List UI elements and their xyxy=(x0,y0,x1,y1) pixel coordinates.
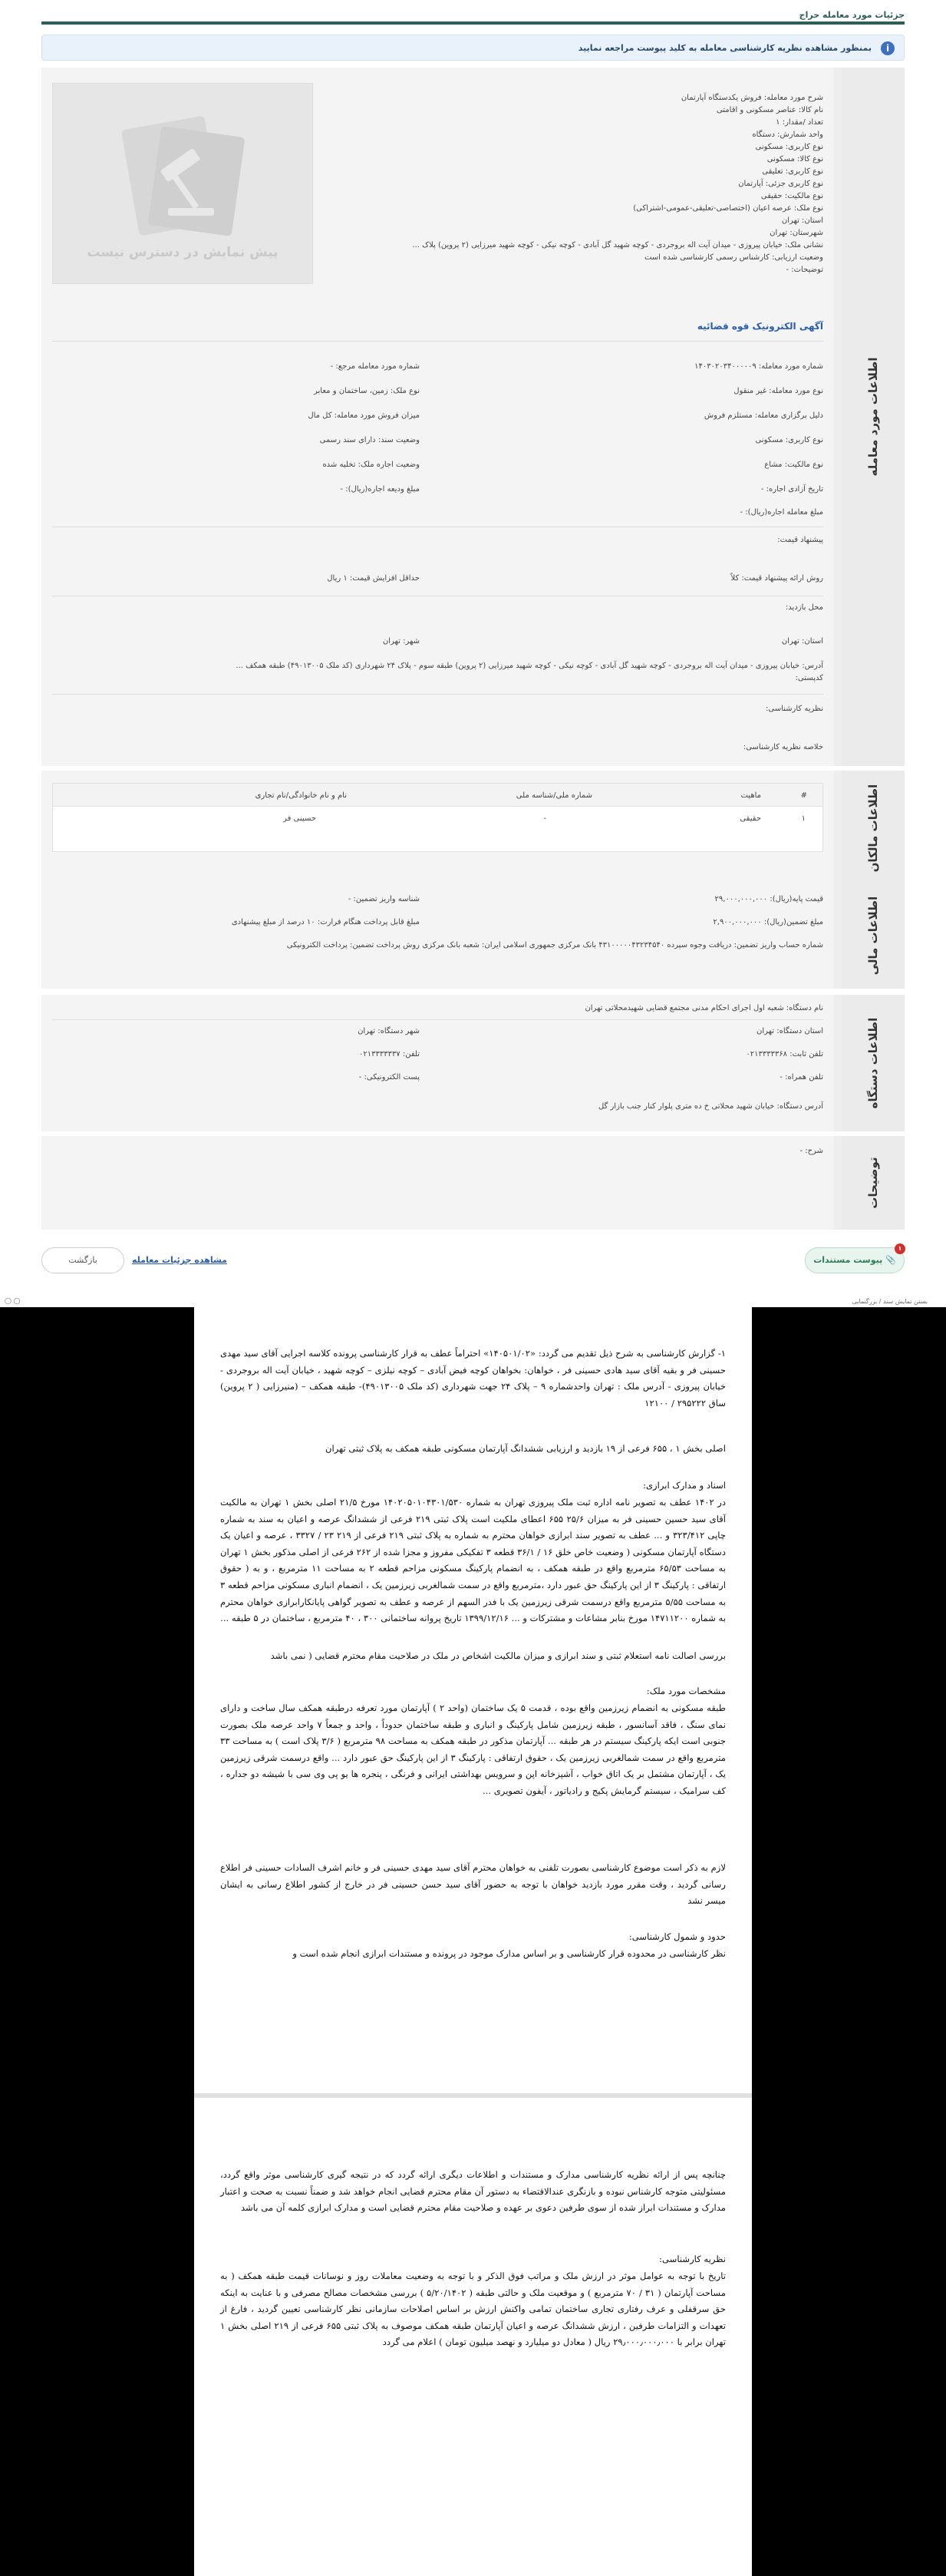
section-label: اطلاعات مورد معامله xyxy=(842,68,905,766)
field: وضعیت اجاره ملک: تخلیه شده xyxy=(322,461,420,469)
field: تاریخ آزادی اجاره: - xyxy=(760,485,823,494)
section-label: اطلاعات مالکان xyxy=(842,771,905,886)
postal-code: کدپستی: xyxy=(795,674,823,682)
view-details-link[interactable]: مشاهده جزئیات معامله xyxy=(132,1255,227,1265)
deposit-account: شماره حساب واریز تضمین: دریافت وجوه سپرده ۴۳۱۰۰۰۰۰۴۳۲۳۴۵۴۰ بانک مرکزی جمهوری اسلامی ایران: شعبه بانک مرکزی xyxy=(422,941,823,949)
divider xyxy=(52,341,823,342)
spec-line: نوع کالا: مسکونی xyxy=(766,155,823,163)
owners-table xyxy=(52,783,823,852)
section-label: اطلاعات دستگاه xyxy=(842,995,905,1131)
deposit-percent: مبلغ قابل پرداخت هنگام فرارت: ۱۰ درصد از مبلغ پیشنهادی xyxy=(231,918,420,926)
doc-paragraph: مشخصات مورد ملک: xyxy=(646,1686,726,1696)
doc-paragraph: نظریه کارشناسی: xyxy=(659,2254,726,2264)
deposit-method: روش پرداخت تضمین: پرداخت الکترونیکی xyxy=(286,941,420,949)
agency-fax: تلفن: ۰۲۱۳۳۳۳۳۳۷ xyxy=(358,1050,420,1058)
image-preview-caption: پیش نمایش در دسترس نیست xyxy=(87,245,279,260)
field: نوع مالکیت: مشاع xyxy=(764,461,823,469)
attachment-notice xyxy=(41,35,905,61)
base-price: قیمت پایه(ریال): ۲۹,۰۰۰,۰۰۰,۰۰۰ xyxy=(714,895,823,903)
image-preview-placeholder xyxy=(52,83,313,284)
spec-line: نشانی ملک: خیابان پیروزی - میدان آیت اله بروجردی - کوچه شهید گل آبادی - کوچه نیکی - کوچه شهید میرزایی (۲ پروین) پلاک ... xyxy=(412,241,823,249)
section-body xyxy=(41,771,834,886)
doc-paragraph: تاریخ با توجه به عوامل موثر در ارزش ملک و مراتب فوق الذکر و با توجه به وضعیت معاملات روز و نوسانات قیمت طبقه همکف ( به مساحت آپارتمان ( ۳۱ / ۷۰ مترمربع ) و موقعیت ملک و حالتی طبقه ( ۵/۲۰/۱۴۰۲ ) بررسی مشخصات مصالح مصرفی و با عنایت به اینکه حق سرقفلی و عرف رفتاری تجاری ساختمان تمامی واکنش ارزش بر اساس اصلاحات سازمانی نظر کارشناسی تعیین گردید ، فارغ از تعهدات و التزامات طرفین ، ارزش ششدانگ عرصه و اعیان آپارتمان طبقه همکف موصوف به پلاک ثبتی ۶۵۵ فرعی از ۲۱۹ اصلی بخش ۱ تهران برابر با ۲۹٫۰۰۰٫۰۰۰٫۰۰۰ ریال ( معادل دو میلیارد و نهصد میلیون تومان ) اعلام می گردد xyxy=(220,2271,726,2348)
visit-city: شهر: تهران xyxy=(382,637,420,646)
field: دلیل برگزاری معامله: مستلزم فروش xyxy=(704,411,823,420)
field: مبلغ معامله اجاره(ریال): - xyxy=(740,508,823,517)
notice-text: بمنظور مشاهده نظریه کارشناسی معامله به کلید پیوست مراجعه نمایید xyxy=(578,43,872,53)
field: مبلغ ودیعه اجاره(ریال): - xyxy=(340,485,420,494)
notes-desc: شرح: - xyxy=(799,1147,823,1155)
paperclip-icon: 📎 xyxy=(885,1255,896,1265)
viewer-toolbar xyxy=(0,1297,946,1306)
zoom-icon[interactable]: ◯ ◯ xyxy=(5,1297,21,1304)
offer-header: پیشنهاد قیمت: xyxy=(777,536,823,544)
attachments-button[interactable]: ۱ 📎 پیوست مستندات xyxy=(805,1247,905,1273)
spec-line: نوع کاربری: تعلیقی xyxy=(762,167,823,176)
agency-address: آدرس دستگاه: خیابان شهید محلاتی خ ده متری پلوار کنار جنب بازار گل xyxy=(598,1102,823,1111)
doc-paragraph: ۱- گزارش کارشناسی به شرح ذیل تقدیم می گردد: «۱۴۰۵۰۱/۰۲» احتراماً عطف به قرار کارشناسی پرونده کلاسه اجرایی آقای سید مهدی حسینی فر و بقیه آقای سید هادی حسینی فر ، خواهان: بخواهان کوچه فیض آبادی – کوچه نیلزی – کوچه شهید ، خیابان آیت اله بروجردی - خیابان پیروزی - آدرس ملک : تهران واحدشماره ۹ – پلاک ۲۴ جهت شهرداری (کد ملک ۴۹۰۱۳۰۰۵)- طبقه همکف – (منیرزایی ( ۲ پروین) ساق ۲۹۵۲۲۲ / ۱۲۱۰۰ xyxy=(220,1348,726,1409)
field: میزان فروش مورد معامله: کل مال xyxy=(308,411,420,420)
deposit-id: شناسه واریز تضمین: - xyxy=(348,895,420,903)
section-label: اطلاعات مالی xyxy=(842,883,905,989)
field: نوع کاربری: مسکونی xyxy=(755,436,823,444)
expert-header: نظریه کارشناسی: xyxy=(766,705,823,713)
field: نوع ملک: زمین، ساختمان و معابر xyxy=(314,387,420,395)
section-owners xyxy=(41,771,905,886)
doc-paragraph: چنانچه پس از ارائه نظریه کارشناسی مدارک و مستندات و اطلاعات دیگری ارائه گردد که در نتیجه گیری کارشناسی موثر واقع گردد، مسئولیتی متوجه کارشناس نبوده و بازنگری عندالاقتضاء به دستور آن مقام محترم قضایی انجام خواهد شد و ضمناً نسبت به صحت و اعتبار مدارک و مستندات ابراز شده از سوی طرفین دعوی بر عهده و صلاحیت مقام محترم قضایی است و مدارک ابرازی کلمه آن می باشد xyxy=(220,2169,726,2214)
section-body xyxy=(41,68,834,766)
field: نوع مورد معامله: غیر منقول xyxy=(733,387,823,395)
divider xyxy=(52,1019,823,1020)
doc-paragraph: حدود و شمول کارشناسی: xyxy=(628,1931,726,1942)
visit-header: محل بازدید: xyxy=(785,603,823,612)
spec-line: نوع ملک: عرصه اعیان (اختصاصی-تعلیقی-عمومی-اشتراکی) xyxy=(633,204,823,213)
spec-line: واحد شمارش: دستگاه xyxy=(752,130,823,139)
section-body xyxy=(41,883,834,989)
doc-paragraph: طبقه مسکونی به انضمام زیرزمین واقع بوده ، قدمت ۵ یک ساختمان (واحد ۲ ) آپارتمان مورد تعرفه درطبقه همکف سال ساخت و دارای نمای سنگ ، فاقد آسانسور ، طبقه زیرزمین شامل پارکینگ و انباری و طبقه ساختمان حدوداً ، واحد و جمعاً ۷ واحد عرصه ملک بصورت جنوبی است ایکه پارکینگ سیستم در هر طبقه ... آپارتمان مذکور در طبقه همکف به مساحت ۹۸ مترمربع ( ۳/۶ پلاک است ) به مساحت ۳۳ مترمربع واقع در سمت شمالغربی زیرزمین یک ، حقوق ارتفاقی : پارکینگ ۳ از این پارکینگ حق عبور دارد ... واقع درسمت شرقی زیرزمین یک ، آپارتمان مشتمل بر یک اتاق خواب ، آشپزخانه اپن و سرویس بهداشتی ایرانی و فرنگی ، پنجره ها یو پی وی سی با شیشه دو جداره ، کف سرامیک ، سیستم گرمایش پکیج و رادیاتور ، آیفون تصویری ... xyxy=(220,1702,726,1796)
document-viewer[interactable] xyxy=(0,1307,946,2576)
agency-name: نام دستگاه: شعبه اول اجرای احکام مدنی مجتمع قضایی شهیدمحلاتی تهران xyxy=(585,1004,823,1012)
spec-line: شهرستان: تهران xyxy=(770,229,823,237)
document-page-2 xyxy=(194,2093,752,2576)
section-body xyxy=(41,995,834,1131)
table-row: ۱ حقیقی - حسینی فر xyxy=(283,814,806,823)
doc-paragraph: اسناد و مدارک ابرازی: xyxy=(643,1480,726,1491)
spec-line: نوع مالکیت: حقیقی xyxy=(760,192,823,200)
deposit-amount: مبلغ تضمین(ریال): ۲,۹۰۰,۰۰۰,۰۰۰ xyxy=(713,918,823,926)
agency-city: شهر دستگاه: تهران xyxy=(358,1027,420,1035)
offer-min: حداقل افزایش قیمت: ۱ ریال xyxy=(327,574,420,583)
section-agency xyxy=(41,995,905,1131)
doc-paragraph: در ۱۴۰۲ عطف به تصویر نامه اداره ثبت ملک پیروزی تهران به شماره ۱۴۰۲۰۵۰۱۰۴۳۰۱/۵۳۰ مورخ ۲۱/۵ اصلی بخش ۱ تهران به مالکیت آقای سید حسین حسینی فر به میزان ۲۵/۶ ۶۵۵ اعطای ملکیت است پلاک ثبتی ۲۱۹ فرعی از ششدانگ عرصه و اعیان به سند به شماره چاپی ۳۲۳/۴۱۲ و ... عطف به تصویر سند ابرازی خواهان محترم به شماره به پلاک ثبتی ۲۱۹ فرعی از ۲۱۹ ۲۳ / ۳۳۲۷ ، عرصه و اعیان یک دستگاه آپارتمان مسکونی ( وضعیت خاص خلق ۱۶ / ۳۶/۱ قطعه ۳ تفکیکی مفروز و مجزا شده از ۲۶۲ فرعی از اصلی مذکور بخش ۱ تهران به مساحت ۶۵/۵۳ مترمربع واقع در طبقه همکف ، به انضمام پارکینگ مسکونی مزاحم قطعه ۲ به مساحت ۱۱ مترمربع ، و به ( حقوق ارتفاقی : پارکینگ ۳ از این پارکینگ حق عبور دارد ،مترمربع واقع در سمت شمالغربی زیرزمین یک ، انضمام انباری مسکونی مزاحم قطعه ۳ به مساحت ۵/۵۵ مترمربع واقع درسمت شرقی زیرزمین یک با فدر السهم از عرصه و عطف به تصویر گواهی پایانکارابرازی خواهان محترم به شماره ۱۴۷۱۱۲۰۰ مورخ بنابر مشاعات و مشترکات و ... ۱۳۹۹/۱۲/۱۶ تاریخ پروانه ساختمانی ۳۰۰ ، ۴۰ مترمربع ، ساختمان در ۵ طبقه ... xyxy=(220,1497,727,1624)
page-header xyxy=(41,8,905,25)
doc-paragraph: اصلی بخش ۱ ، ۶۵۵ فرعی از ۱۹ بازدید و ارزیابی ششدانگ آپارتمان مسکونی طبقه همکف به پلاک ثبتی تهران xyxy=(325,1443,726,1454)
spec-line: تعداد /مقدار: ۱ xyxy=(776,118,823,127)
field: شماره مورد معامله: ۱۴۰۳۰۲۰۳۴۰۰۰۰۰۹ xyxy=(694,362,823,371)
field: شماره مورد معامله مرجع: - xyxy=(330,362,420,371)
ad-link[interactable]: آگهی الکترونیک قوه قضائیه xyxy=(697,321,823,332)
spec-line: نام کالا: عناصر مسکونی و اقامتی xyxy=(716,106,823,114)
doc-paragraph: لازم به ذکر است موضوع کارشناسی بصورت تلفنی به خواهان محترم آقای سید مهدی حسینی فر و خانم اشرف السادات حسینی فر اطلاع رسانی گردید ، وقت مقرر مورد بازدید خواهان با توجه به حضور آقای سید حسن حسینی فر در خارج از کشور اطلاع رسانی به ایشان میسر نشد xyxy=(220,1862,726,1907)
spec-line: شرح مورد معامله: فروش یکدستگاه آپارتمان xyxy=(681,94,823,102)
expert-summary: خلاصه نظریه کارشناسی: xyxy=(743,743,823,751)
doc-paragraph: نظر کارشناسی در محدوده قرار کارشناسی و بر اساس مدارک موجود در پرونده و مستندات ابرازی انجام شده است و xyxy=(292,1948,726,1959)
document-page-1 xyxy=(194,1307,752,2099)
page-title: جزئیات مورد معامله حراج xyxy=(799,10,905,20)
attachments-count-badge: ۱ xyxy=(895,1243,905,1254)
table-header: # ماهیت شماره ملی/شناسه ملی نام و نام خانوادگی/نام تجاری xyxy=(53,784,822,807)
section-notes xyxy=(41,1136,905,1230)
spec-line: نوع کاربری: مسکونی xyxy=(755,143,823,151)
section-label: توضیحات xyxy=(842,1136,905,1230)
field: وضعیت سند: دارای سند رسمی xyxy=(319,436,420,444)
gavel-icon xyxy=(114,116,252,239)
spec-line: استان: تهران xyxy=(781,216,823,225)
info-icon: i xyxy=(881,41,895,55)
section-item-info xyxy=(41,68,905,766)
divider xyxy=(52,694,823,695)
agency-email: پست الکترونیکی: - xyxy=(358,1073,420,1082)
action-bar xyxy=(41,1246,905,1276)
visit-address: آدرس: خیابان پیروزی - میدان آیت اله بروجردی - کوچه شهید گل آبادی - کوچه نیکی - کوچه شهید میرزایی (۲ پروین) طبقه سوم - پلاک ۲۴ شهرداری (کد ملک ۴۹۰۱۳۰۰۵) طبقه همکف ... xyxy=(236,662,823,670)
offer-method: روش ارائه پیشنهاد قیمت: کلاً xyxy=(730,574,823,583)
spec-line: نوع کاربری جزئی: آپارتمان xyxy=(738,180,823,188)
section-financial xyxy=(41,883,905,989)
agency-province: استان دستگاه: تهران xyxy=(756,1027,823,1035)
visit-province: استان: تهران xyxy=(781,637,823,646)
back-button[interactable]: بازگشت xyxy=(41,1247,124,1273)
agency-mobile: تلفن همراه: - xyxy=(780,1073,823,1082)
doc-paragraph: بررسی اصالت نامه استعلام ثبتی و سند ابرازی و میزان مالکیت اشخاص در ملک در صلاحیت مقام محترم قضایی ( نمی باشد xyxy=(270,1650,726,1661)
section-body xyxy=(41,1136,834,1230)
agency-phone: تلفن ثابت: ۰۲۱۳۳۳۳۳۶۸ xyxy=(746,1050,823,1058)
spec-line: توضیحات: - xyxy=(786,266,823,274)
viewer-toolbar-label: بستن نمایش سند / بزرگنمایی xyxy=(852,1298,928,1305)
spec-line: وضعیت ارزیابی: کارشناس رسمی کارشناسی شده است xyxy=(644,253,823,262)
